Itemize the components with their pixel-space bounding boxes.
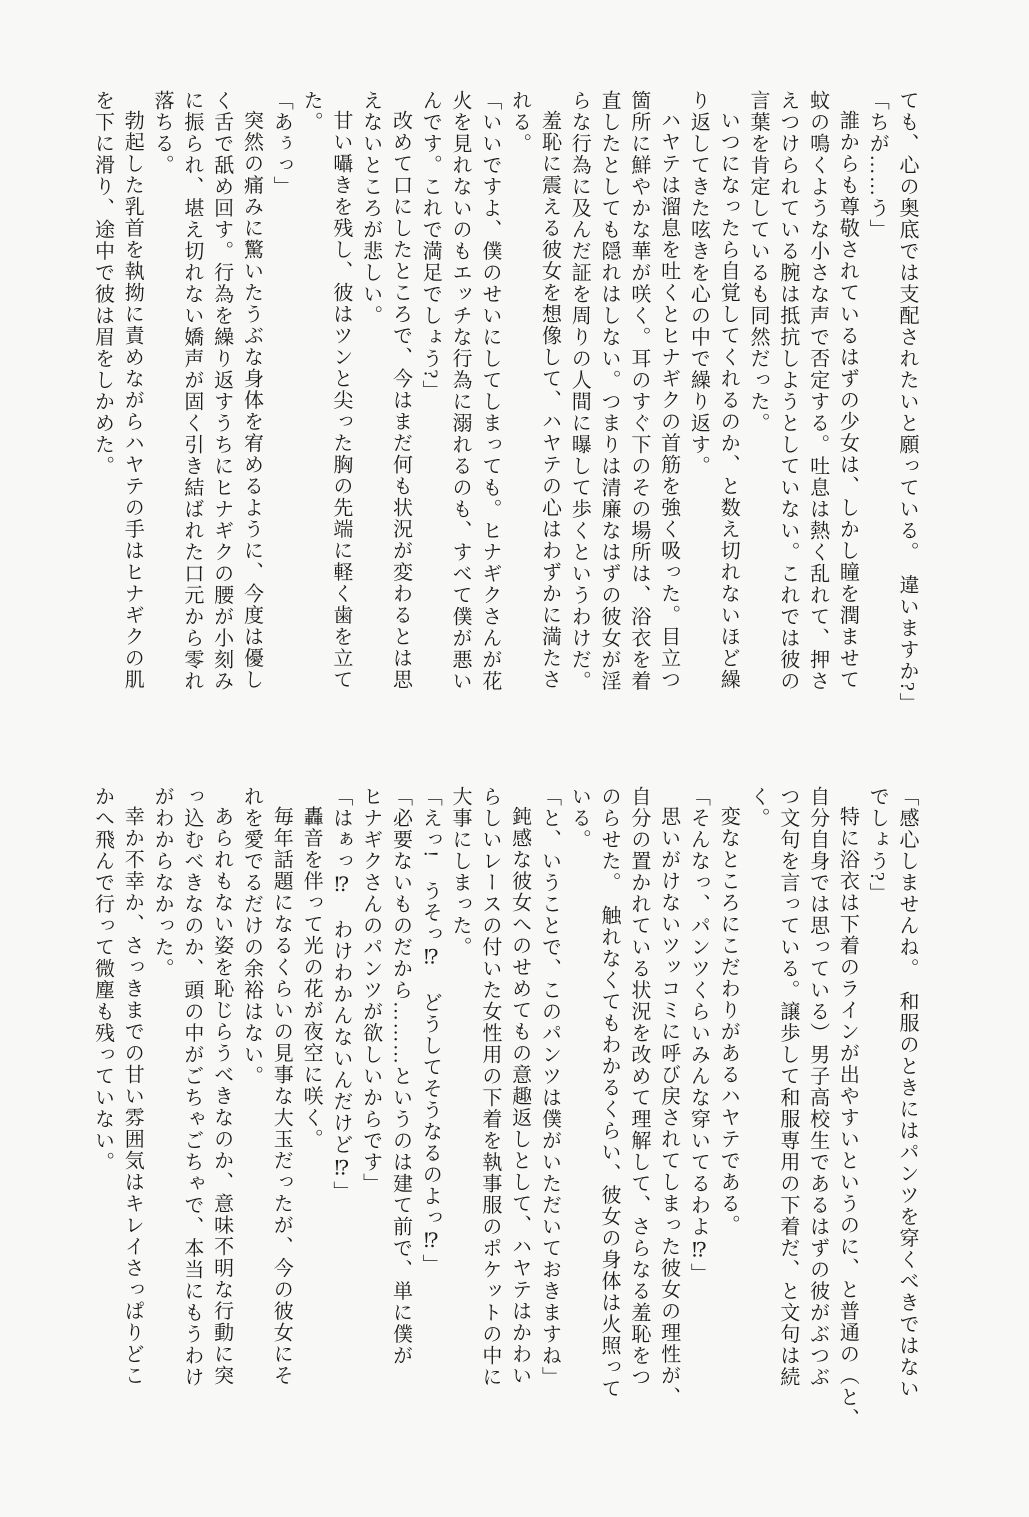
text-column: 直したとしても隠れはしない。つまりは清廉なはずの彼女が淫 xyxy=(598,90,621,692)
text-column: た。 xyxy=(300,90,323,133)
text-column: つ文句を言っている。譲歩して和服専用の下着だ、と文句は続 xyxy=(776,786,799,1388)
text-column: 突然の痛みに驚いたうぶな身体を宥めるように、今度は優し xyxy=(240,110,263,691)
text-column: のらせた。 触れなくてもわかるくらい、彼女の身体は火照って xyxy=(598,786,621,1400)
text-column: 思いがけないツッコミに呼び戻されてしまった彼女の理性が、 xyxy=(657,806,680,1408)
text-column: 誰からも尊敬されているはずの少女は、しかし瞳を潤ませて xyxy=(836,110,859,691)
text-column: かへ飛んで行って微塵も残っていない。 xyxy=(91,786,114,1173)
text-column: れを愛でるだけの余裕はない。 xyxy=(240,786,263,1087)
text-column: えないところが悲しい。 xyxy=(359,90,382,327)
text-column: いる。 xyxy=(568,786,591,851)
text-column: 火を見れないのもエッチな行為に溺れるのも、すべて僕が悪い xyxy=(449,90,472,692)
text-column: でしょう?」 xyxy=(866,786,889,904)
text-column: っ込むべきなのか、頭の中がごちゃごちゃで、本当にもうわけ xyxy=(180,786,203,1388)
text-column: 轟音を伴って光の花が夜空に咲く。 xyxy=(300,806,323,1150)
text-column: 鈍感な彼女へのせめてもの意趣返しとして、ハヤテはかわい xyxy=(508,806,531,1387)
text-column: 甘い囁きを残し、彼はツンと尖った胸の先端に軽く歯を立て xyxy=(329,110,352,691)
text-column: 大事にしまった。 xyxy=(449,786,472,958)
text-block-top xyxy=(87,90,921,790)
text-column: く。 xyxy=(747,786,770,829)
text-column: を下に滑り、途中で彼は眉をしかめた。 xyxy=(91,90,114,477)
text-column: 自分自身では思っている）男子高校生であるはずの彼がぶつぶ xyxy=(806,786,829,1388)
text-column: 「いいですよ、僕のせいにしてしまっても。ヒナギクさんが花 xyxy=(478,90,501,692)
text-column: 「あぅっ」 xyxy=(270,90,293,198)
text-column: ハヤテは溜息を吐くとヒナギクの首筋を強く吸った。目立つ xyxy=(657,110,680,691)
text-column: 「えっ! うそっ⁉ どうしてそうなるのよっ⁉」 xyxy=(419,786,442,1276)
text-column: れる。 xyxy=(508,90,531,155)
text-column: 落ちる。 xyxy=(151,90,174,176)
text-column: あられもない姿を恥じらうべきなのか、意味不明な行動に突 xyxy=(210,806,233,1387)
text-column: 「そんなっ、パンツくらいみんな穿いてるわよ⁉」 xyxy=(687,786,710,1285)
text-column: んです。これで満足でしょう?」 xyxy=(419,90,442,402)
text-column: 箇所に鮮やかな華が咲く。耳のすぐ下のその場所は、浴衣を着 xyxy=(627,90,650,692)
text-column: 自分の置かれている状況を改めて理解して、さらなる羞恥をつ xyxy=(627,786,650,1388)
text-column: らしいレースの付いた女性用の下着を執事服のポケットの中に xyxy=(478,786,501,1388)
text-column: 変なところにこだわりがあるハヤテである。 xyxy=(717,806,740,1236)
text-column: らな行為に及んだ証を周りの人間に曝して歩くというわけだ。 xyxy=(568,90,591,692)
text-column: 幸か不幸か、さっきまでの甘い雰囲気はキレイさっぱりどこ xyxy=(121,806,144,1387)
text-column: 改めて口にしたところで、今はまだ何も状況が変わるとは思 xyxy=(389,110,412,691)
text-column: 「ちが……う」 xyxy=(866,90,889,241)
text-block-bottom xyxy=(87,786,921,1486)
text-column: に振られ、堪え切れない嬌声が固く引き結ばれた口元から零れ xyxy=(180,90,203,692)
text-column: 「必要ないものだから………というのは建て前で、単に僕が xyxy=(389,786,412,1367)
text-column: 「と、いうことで、このパンツは僕がいただいておきますね」 xyxy=(538,786,561,1388)
text-column: 蚊の鳴くような小さな声で否定する。吐息は熱く乱れて、押さ xyxy=(806,90,829,692)
text-column: えつけられている腕は抵抗しようとしていない。これでは彼の xyxy=(776,90,799,692)
text-column: ても、心の奥底では支配されたいと願っている。 違いますか?」 xyxy=(896,90,918,714)
text-column: 羞恥に震える彼女を想像して、ハヤテの心はわずかに満たさ xyxy=(538,110,561,691)
text-column: いつになったら自覚してくれるのか、と数え切れないほど繰 xyxy=(717,110,740,691)
text-column: く舌で舐め回す。行為を繰り返すうちにヒナギクの腰が小刻み xyxy=(210,90,233,692)
text-column: 毎年話題になるくらいの見事な大玉だったが、今の彼女にそ xyxy=(270,806,293,1387)
text-column: 「はぁっ⁉ わけわかんないんだけど⁉」 xyxy=(329,786,352,1203)
text-column: 特に浴衣は下着のラインが出やすいというのに、と普通の（と、 xyxy=(836,806,859,1430)
text-column: 言葉を肯定しているも同然だった。 xyxy=(747,90,770,434)
text-column: 「感心しませんね。 和服のときにはパンツを穿くべきではない xyxy=(896,786,918,1400)
text-column: 勃起した乳首を執拗に責めながらハヤテの手はヒナギクの肌 xyxy=(121,110,144,691)
text-column: り返してきた呟きを心の中で繰り返す。 xyxy=(687,90,710,477)
text-column: ヒナギクさんのパンツが欲しいからです」 xyxy=(359,786,382,1195)
text-column: がわからなかった。 xyxy=(151,786,174,980)
